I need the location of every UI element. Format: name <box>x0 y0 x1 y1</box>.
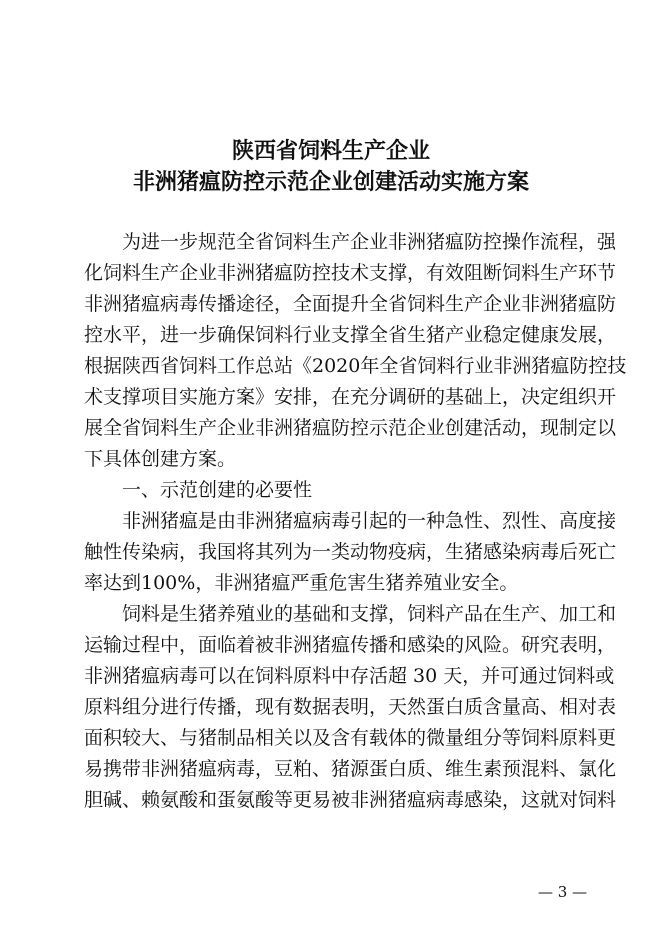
section-heading: 一、示范创建的必要性 <box>122 479 313 501</box>
document-body <box>84 227 627 816</box>
text-line: 为进一步规范全省饲料生产企业非洲猪瘟防控操作流程，强 <box>122 231 617 253</box>
text-line: 化饲料生产企业非洲猪瘟防控技术支撑，有效阻断饲料生产环节 <box>84 262 617 284</box>
text-line: 非洲猪瘟是由非洲猪瘟病毒引起的一种急性、烈性、高度接 <box>122 510 617 532</box>
text-line: 下具体创建方案。 <box>84 448 237 470</box>
text-line: 饲料是生猪养殖业的基础和支撑，饲料产品在生产、加工和 <box>122 603 617 625</box>
text-line: 面积较大、与猪制品相关以及含有载体的微量组分等饲料原料更 <box>84 727 617 749</box>
text-line: 易携带非洲猪瘟病毒，豆粕、猪源蛋白质、维生素预混料、氯化 <box>84 758 617 780</box>
document-title-line-1: 陕西省饲料生产企业 <box>231 138 430 164</box>
page-number: — 3 — <box>538 883 588 901</box>
text-line: 展全省饲料生产企业非洲猪瘟防控示范企业创建活动，现制定以 <box>84 417 617 439</box>
text-line: 运输过程中，面临着被非洲猪瘟传播和感染的风险。研究表明， <box>84 634 617 656</box>
text-line: 率达到100%，非洲猪瘟严重危害生猪养殖业安全。 <box>84 572 519 594</box>
text-line: 原料组分进行传播，现有数据表明，天然蛋白质含量高、相对表 <box>84 696 617 718</box>
text-line: 术支撑项目实施方案》安排，在充分调研的基础上，决定组织开 <box>84 386 617 408</box>
text-line: 非洲猪瘟病毒可以在饲料原料中存活超 30 天，并可通过饲料或 <box>84 665 615 687</box>
text-line: 控水平，进一步确保饲料行业支撑全省生猪产业稳定健康发展， <box>84 324 617 346</box>
text-line: 胆碱、赖氨酸和蛋氨酸等更易被非洲猪瘟病毒感染，这就对饲料 <box>84 789 617 811</box>
text-line: 根据陕西省饲料工作总站《2020年全省饲料行业非洲猪瘟防控技 <box>84 355 627 377</box>
text-line: 触性传染病，我国将其列为一类动物疫病，生猪感染病毒后死亡 <box>84 541 617 563</box>
text-line: 非洲猪瘟病毒传播途径，全面提升全省饲料生产企业非洲猪瘟防 <box>84 293 617 315</box>
document-title-line-2: 非洲猪瘟防控示范企业创建活动实施方案 <box>132 169 529 195</box>
